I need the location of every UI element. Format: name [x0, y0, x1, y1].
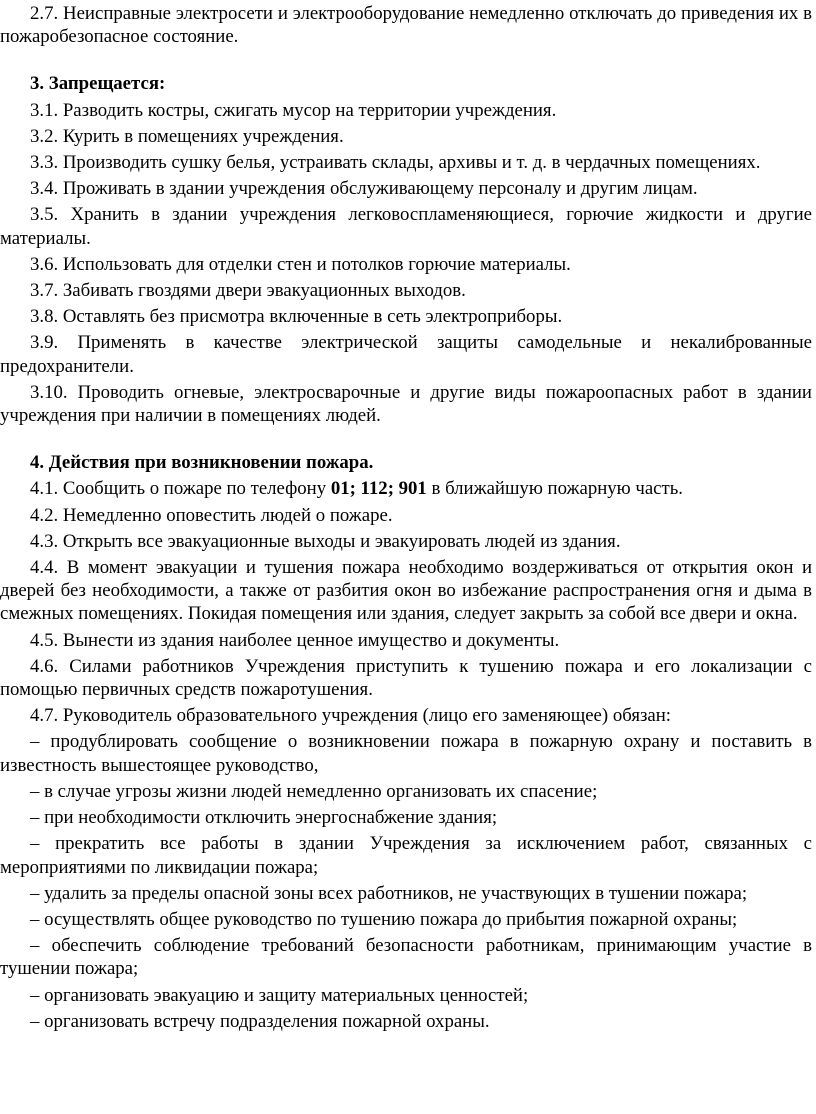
- item-4-7: 4.7. Руководитель образовательного учреждения (лицо его заменяющее) обязан:: [30, 705, 671, 727]
- duty-item: – прекратить все работы в здании Учреждения за исключением работ, связанных с мероприятиями по ликвидации пожара;: [0, 833, 812, 878]
- item-3-3: 3.3. Производить сушку белья, устраивать склады, архивы и т. д. в чердачных помещениях.: [30, 152, 761, 174]
- spacer: [0, 430, 812, 451]
- item-4-6: 4.6. Силами работников Учреждения приступить к тушению пожара и его локализации с помощью первичных средств пожаротушения.: [0, 655, 812, 701]
- emergency-phone-numbers: 01; 112; 901: [330, 478, 427, 500]
- item-3-8: 3.8. Оставлять без присмотра включенные в сеть электроприборы.: [30, 306, 563, 328]
- item-4-1: [0, 477, 812, 500]
- item-3-6: 3.6. Использовать для отделки стен и потолков горючие материалы.: [30, 253, 571, 275]
- duty-item: – продублировать сообщение о возникновении пожара в пожарную охрану и поставить в известность вышестоящее руководство,: [0, 731, 812, 776]
- item-4-3: 4.3. Открыть все эвакуационные выходы и эвакуировать людей из здания.: [30, 530, 621, 552]
- item-3-9: 3.9. Применять в качестве электрической защиты самодельные и некалиброванные предохранители.: [0, 332, 812, 377]
- item-3-10: 3.10. Проводить огневые, электросварочные и другие виды пожароопасных работ в здании учреждения при наличии в помещениях людей.: [0, 381, 812, 427]
- item-4-1-text-end: в ближайшую пожарную часть.: [426, 478, 683, 500]
- duty-item: – в случае угрозы жизни людей немедленно организовать их спасение;: [30, 780, 598, 802]
- item-3-4: 3.4. Проживать в здании учреждения обслуживающему персоналу и другим лицам.: [30, 178, 698, 200]
- duty-item: – обеспечить соблюдение требований безопасности работникам, принимающим участие в тушении пожара;: [0, 935, 812, 980]
- item-3-1: 3.1. Разводить костры, сжигать мусор на территории учреждения.: [30, 99, 557, 121]
- section-3-heading: 3. Запрещается:: [30, 73, 166, 95]
- item-4-5: 4.5. Вынести из здания наиболее ценное имущество и документы.: [30, 629, 560, 651]
- duty-item: – осуществлять общее руководство по тушению пожара до прибытия пожарной охраны;: [30, 908, 738, 930]
- duty-item: – удалить за пределы опасной зоны всех работников, не участвующих в тушении пожара;: [30, 882, 748, 904]
- section-4-heading: 4. Действия при возникновении пожара.: [30, 452, 374, 474]
- duty-item: – организовать встречу подразделения пожарной охраны.: [30, 1010, 490, 1032]
- item-3-7: 3.7. Забивать гвоздями двери эвакуационных выходов.: [30, 280, 466, 302]
- duty-item: – организовать эвакуацию и защиту материальных ценностей;: [30, 984, 529, 1006]
- spacer: [0, 51, 812, 72]
- item-4-1-text: 4.1. Сообщить о пожаре по телефону: [30, 478, 331, 500]
- duty-item: – при необходимости отключить энергоснабжение здания;: [30, 807, 498, 829]
- item-4-4: 4.4. В момент эвакуации и тушения пожара необходимо воздерживаться от открытия окон и дверей без необходимости, а также от разбития окон во избежание распространения огня и дыма в смежных помещениях. Покидая помещения или здания, следует закрыть за собой все двери и окна.: [0, 557, 812, 625]
- item-2-7: 2.7. Неисправные электросети и электрооборудование немедленно отключать до приведения их в пожаробезопасное состояние.: [0, 3, 812, 48]
- item-3-2: 3.2. Курить в помещениях учреждения.: [30, 125, 344, 147]
- item-3-5: 3.5. Хранить в здании учреждения легковоспламеняющиеся, горючие жидкости и другие материалы.: [0, 204, 812, 249]
- item-4-2: 4.2. Немедленно оповестить людей о пожаре.: [30, 504, 393, 526]
